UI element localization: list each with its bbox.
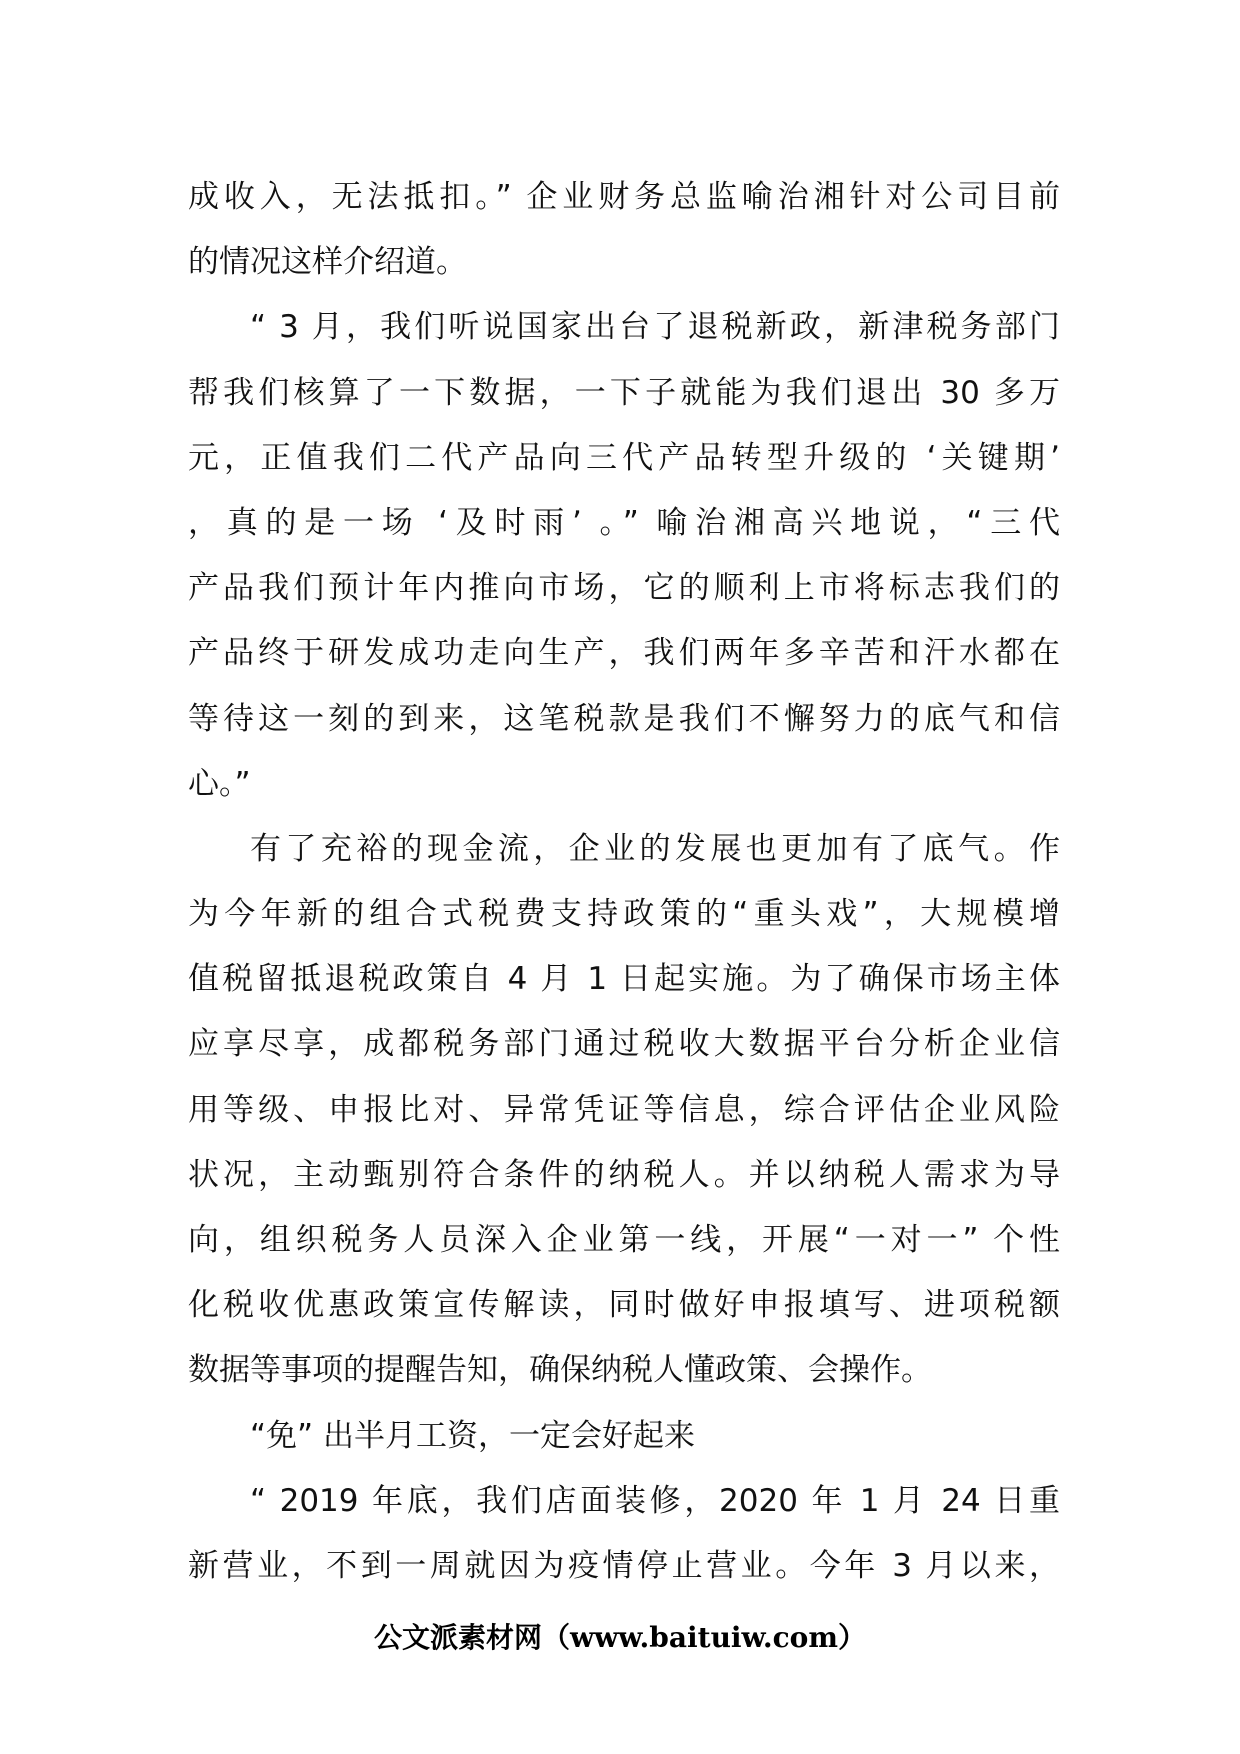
text-line: 元，正值我们二代产品向三代产品转型升级的 ‘关键期’ (188, 439, 1060, 476)
text-line: 化税收优惠政策宣传解读，同时做好申报填写、进项税额 (188, 1287, 1060, 1324)
paragraph (188, 295, 1060, 817)
text-line: 状况，主动甄别符合条件的纳税人。并以纳税人需求为导 (188, 1156, 1060, 1193)
page-footer (0, 1612, 1240, 1660)
text-line: 帮我们核算了一下数据，一下子就能为我们退出 30 多万 (188, 374, 1060, 411)
text-line: 向，组织税务人员深入企业第一线，开展“一对一” 个性 (188, 1222, 1060, 1258)
footer-source-text: 公文派素材网（www.baituiw.com） (374, 1621, 866, 1654)
text-line: 用等级、申报比对、异常凭证等信息，综合评估企业风险 (188, 1091, 1060, 1128)
paragraph (188, 817, 1060, 1404)
text-line: 新营业，不到一周就因为疫情停止营业。今年 3 月以来， (188, 1547, 1060, 1584)
text-line: 心。” (188, 765, 251, 802)
text-line: 数据等事项的提醒告知，确保纳税人懂政策、会操作。 (188, 1352, 932, 1389)
text-line: “ 2019 年底，我们店面装修，2020 年 1 月 24 日重 (250, 1482, 1060, 1519)
text-line: 产品我们预计年内推向市场，它的顺利上市将标志我们的 (188, 570, 1060, 607)
text-line: ，真的是一场 ‘及时雨’ 。” 喻治湘高兴地说，“三代 (188, 504, 1060, 541)
section-heading (188, 1404, 1060, 1469)
document-body (188, 165, 1060, 1599)
paragraph (188, 1469, 1060, 1599)
text-line: 的情况这样介绍道。 (188, 244, 467, 281)
text-line: 值税留抵退税政策自 4 月 1 日起实施。为了确保市场主体 (188, 961, 1060, 998)
text-line: 为今年新的组合式税费支持政策的“重头戏”，大规模增 (188, 896, 1060, 933)
text-line: 有了充裕的现金流，企业的发展也更加有了底气。作 (250, 830, 1060, 867)
text-line: 应享尽享，成都税务部门通过税收大数据平台分析企业信 (188, 1026, 1060, 1063)
text-line: 成收入，无法抵扣。” 企业财务总监喻治湘针对公司目前 (188, 179, 1060, 215)
text-line: 等待这一刻的到来，这笔税款是我们不懈努力的底气和信 (188, 700, 1060, 737)
text-line: “免” 出半月工资，一定会好起来 (250, 1417, 695, 1454)
text-line: 产品终于研发成功走向生产，我们两年多辛苦和汗水都在 (188, 635, 1060, 672)
text-line: “ 3 月，我们听说国家出台了退税新政，新津税务部门 (250, 309, 1060, 346)
paragraph (188, 165, 1060, 295)
